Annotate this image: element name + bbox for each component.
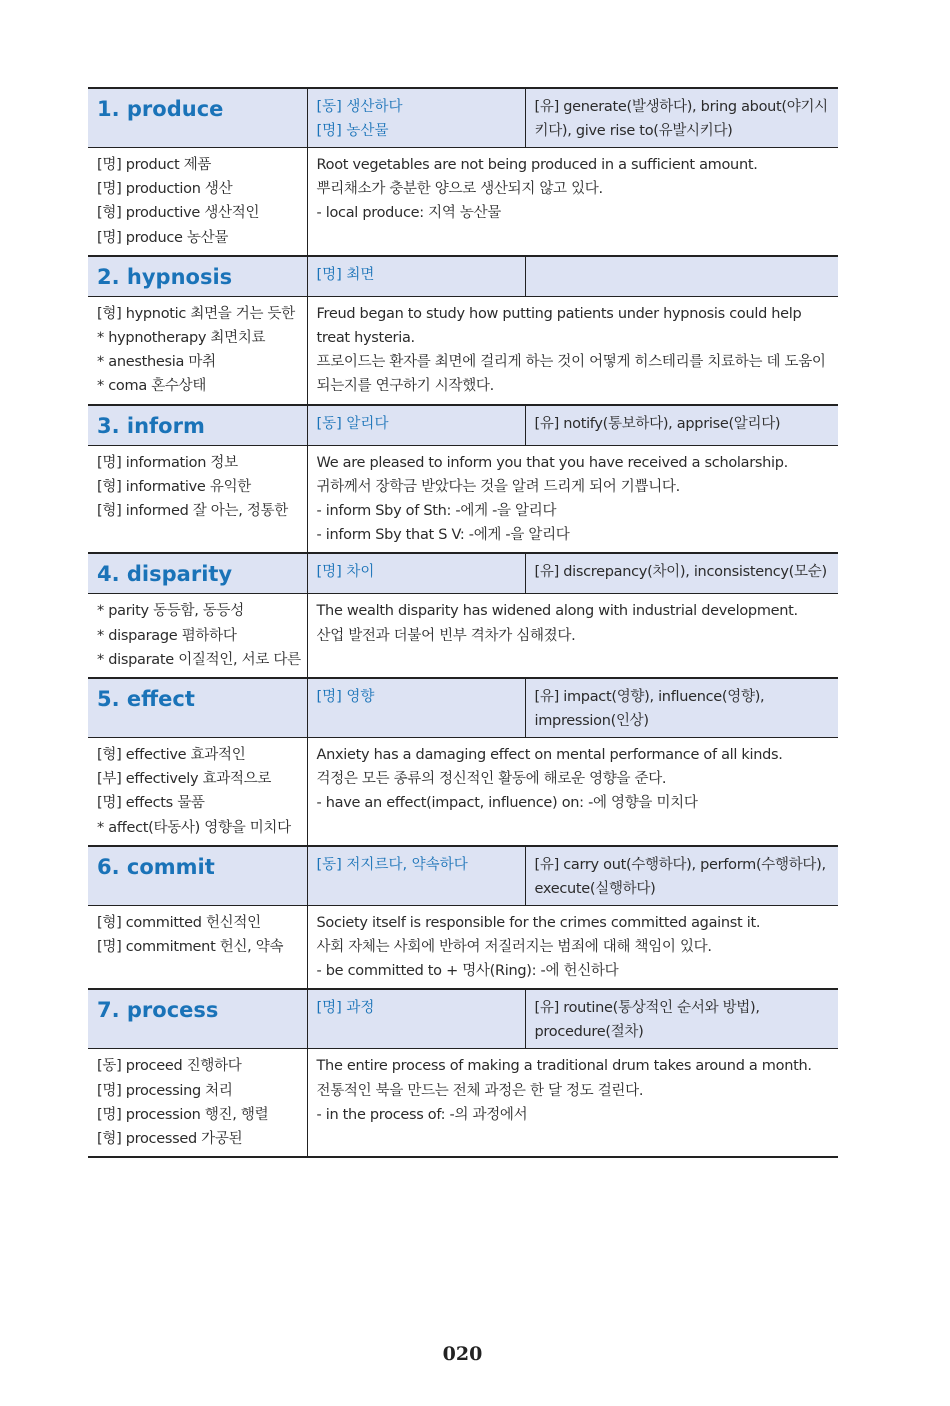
part-of-speech: [동] 저지르다, 약속하다 — [316, 856, 468, 873]
part-of-speech: [명] 영향 — [316, 689, 375, 706]
headword: 2. hypnosis — [97, 264, 233, 289]
example-sentence: The entire process of making a traditional drum takes around a month. 전통적인 북을 만드는 전체 과정은 한 달 정도 걸린다. - in the process of: -의 과정에서 — [316, 1058, 812, 1123]
entry-body-hypnosis — [88, 296, 838, 404]
headword: 7. process — [97, 998, 219, 1023]
headword: 6. commit — [97, 854, 215, 879]
example-sentence: Freud began to study how putting patients under hypnosis could help treat hysteria. 프로이드는 환자를 최면에 걸리게 하는 것이 어떻게 히스테리를 치료하는 데 도움이 되는지를 연구하기 시작했다. — [316, 305, 826, 395]
synonyms — [526, 257, 839, 263]
derivatives: [형] effective 효과적인 [부] effectively 효과적으로 [명] effects 물품 * affect(타동사) 영향을 미치다 — [97, 747, 291, 836]
synonyms: [유] carry out(수행하다), perform(수행하다), execute(실행하다) — [534, 856, 826, 897]
derivatives: [형] committed 헌신적인 [명] commitment 헌신, 약속 — [97, 914, 284, 956]
derivatives: [명] product 제품 [명] production 생산 [형] productive 생산적인 [명] produce 농산물 — [97, 157, 260, 246]
part-of-speech: [동] 생산하다 [명] 농산물 — [316, 99, 403, 139]
page-number: 020 — [442, 1343, 483, 1365]
entry-header-hypnosis — [88, 256, 838, 297]
part-of-speech: [동] 알리다 — [316, 415, 389, 432]
entry-body-commit — [88, 905, 838, 989]
example-sentence: Anxiety has a damaging effect on mental performance of all kinds. 걱정은 모든 종류의 정신적인 활동에 해로운 영향을 준다. - have an effect(impact, influence) on: -에 영향을 미치다 — [316, 747, 783, 812]
headword: 3. inform — [97, 413, 205, 438]
derivatives: [명] information 정보 [형] informative 유익한 [형] informed 잘 아는, 정통한 — [97, 454, 288, 520]
synonyms: [유] routine(통상적인 순서와 방법), procedure(절차) — [534, 1000, 760, 1041]
vocabulary-table — [88, 87, 838, 1158]
headword: 4. disparity — [97, 562, 233, 587]
synonyms: [유] notify(통보하다), apprise(알리다) — [534, 415, 781, 432]
entry-header-commit — [88, 846, 838, 906]
entry-header-disparity — [88, 553, 838, 594]
synonyms: [유] generate(발생하다), bring about(야기시키다), give rise to(유발시키다) — [534, 99, 828, 139]
derivatives: [형] hypnotic 최면을 거는 듯한 * hypnotherapy 최면치료 * anesthesia 마취 * coma 혼수상태 — [97, 305, 295, 395]
part-of-speech: [명] 과정 — [316, 1000, 375, 1017]
synonyms: [유] discrepancy(차이), inconsistency(모순) — [534, 564, 827, 581]
derivatives: [동] proceed 진행하다 [명] processing 처리 [명] procession 행진, 행렬 [형] processed 가공된 — [97, 1058, 269, 1148]
entry-body-produce — [88, 148, 838, 256]
entry-header-produce — [88, 88, 838, 148]
entry-body-process — [88, 1049, 838, 1157]
part-of-speech: [명] 차이 — [316, 564, 375, 581]
entry-body-effect — [88, 738, 838, 846]
entry-header-effect — [88, 678, 838, 738]
entry-body-disparity — [88, 594, 838, 678]
example-sentence: Root vegetables are not being produced in a sufficient amount. 뿌리채소가 충분한 양으로 생산되지 않고 있다. - local produce: 지역 농산물 — [316, 157, 758, 222]
entry-body-inform — [88, 445, 838, 553]
headword: 5. effect — [97, 687, 195, 712]
example-sentence: We are pleased to inform you that you have received a scholarship. 귀하께서 장학금 받았다는 것을 알려 드리게 되어 기쁩니다. - inform Sby of Sth: -에게 -을 알리다 - inform Sby that S V: -에게 -을 알리다 — [316, 454, 788, 544]
derivatives: * parity 동등함, 동등성 * disparage 폄하하다 * disparate 이질적인, 서로 다른 — [97, 603, 301, 668]
entry-header-process — [88, 989, 838, 1049]
entry-header-inform — [88, 405, 838, 446]
example-sentence: The wealth disparity has widened along with industrial development. 산업 발전과 더불어 빈부 격차가 심해졌다. — [316, 603, 798, 644]
synonyms: [유] impact(영향), influence(영향), impression(인상) — [534, 689, 765, 730]
example-sentence: Society itself is responsible for the crimes committed against it. 사회 자체는 사회에 반하여 저질러지는 범죄에 대해 책임이 있다. - be committed to + 명사(Ring): -에 헌신하다 — [316, 914, 761, 980]
headword: 1. produce — [97, 97, 224, 121]
part-of-speech: [명] 최면 — [316, 266, 375, 283]
